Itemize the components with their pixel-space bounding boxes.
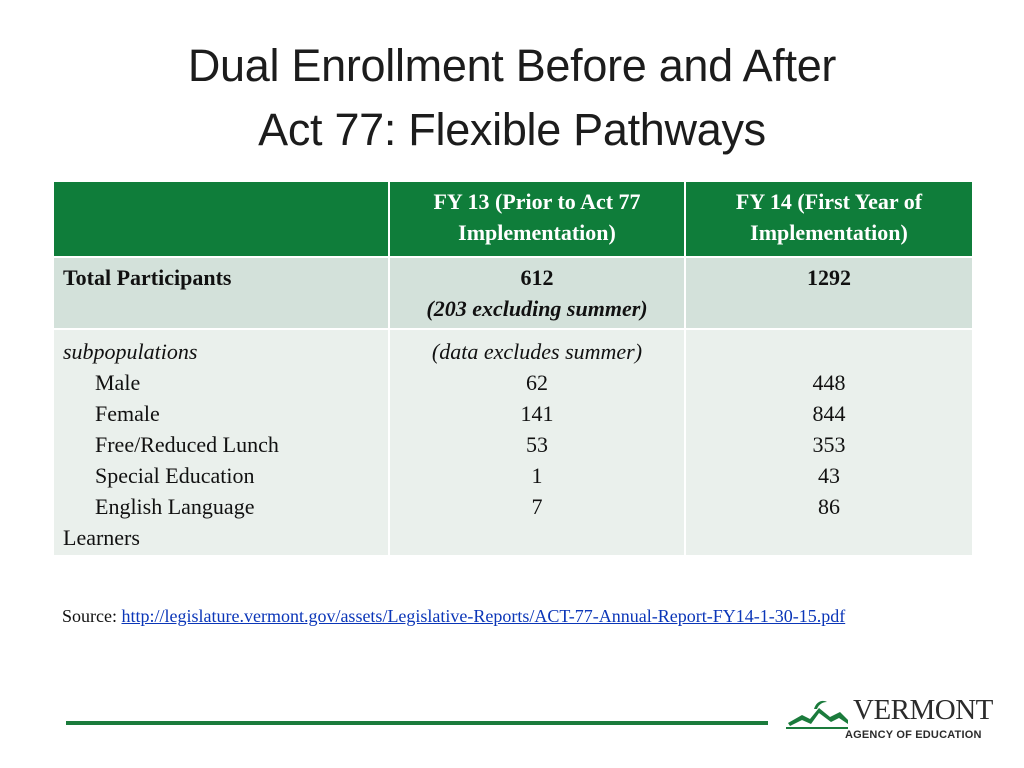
source-citation <box>62 604 962 629</box>
header-fy13-line-1: FY 13 (Prior to Act 77 <box>433 189 641 214</box>
source-link[interactable]: http://legislature.vermont.gov/assets/Legislative-Reports/ACT-77-Annual-Report-FY14-1-30-15.pdf <box>121 606 846 626</box>
total-fy14-value: 1292 <box>685 257 973 329</box>
subpop-fy14-female: 844 <box>812 401 846 426</box>
total-fy13-cell <box>389 257 685 329</box>
subpop-label-ell: English Language <box>95 494 255 519</box>
total-fy13-value: 612 <box>520 265 554 290</box>
subpop-fy14-male: 448 <box>812 370 846 395</box>
header-fy14 <box>685 181 973 257</box>
slide-title-line-2: Act 77: Flexible Pathways <box>258 104 766 155</box>
slide-title-line-1: Dual Enrollment Before and After <box>187 40 837 91</box>
slide-title <box>0 34 1024 162</box>
subpop-fy13-ell: 7 <box>531 494 543 519</box>
subpop-label-male: Male <box>95 370 141 395</box>
subpop-label-ell-continuation: Learners <box>63 525 140 550</box>
subpop-fy13-female: 141 <box>520 401 554 426</box>
subpop-fy14-sped: 43 <box>818 463 840 488</box>
total-participants-label: Total Participants <box>53 257 389 329</box>
subpopulations-labels <box>53 329 389 556</box>
subpopulations-heading: subpopulations <box>63 339 198 364</box>
subpopulations-fy13 <box>389 329 685 556</box>
total-participants-row <box>53 257 973 329</box>
dual-enrollment-table <box>52 180 974 557</box>
subpop-fy14-frl: 353 <box>812 432 846 457</box>
logo-subtitle: AGENCY OF EDUCATION <box>845 729 982 741</box>
logo-wordmark: VERMONT <box>853 694 993 726</box>
source-prefix: Source: <box>62 606 122 626</box>
header-fy13-line-2: Implementation) <box>458 220 616 245</box>
subpop-fy13-sped: 1 <box>531 463 543 488</box>
subpopulations-row <box>53 329 973 556</box>
subpop-fy13-male: 62 <box>526 370 548 395</box>
subpop-fy14-ell: 86 <box>818 494 840 519</box>
subpop-fy14-spacer <box>694 336 964 367</box>
subpop-label-frl: Free/Reduced Lunch <box>95 432 279 457</box>
footer-divider <box>66 721 768 725</box>
header-fy14-line-2: Implementation) <box>750 220 908 245</box>
subpop-fy13-note: (data excludes summer) <box>431 339 643 364</box>
subpop-label-female: Female <box>95 401 160 426</box>
subpop-label-sped: Special Education <box>95 463 255 488</box>
total-fy13-note: (203 excluding summer) <box>426 296 648 321</box>
subpopulations-fy14 <box>685 329 973 556</box>
header-fy14-line-1: FY 14 (First Year of <box>735 189 923 214</box>
subpop-fy13-frl: 53 <box>526 432 548 457</box>
table-header-row <box>53 181 973 257</box>
header-empty-cell <box>53 181 389 257</box>
header-fy13 <box>389 181 685 257</box>
